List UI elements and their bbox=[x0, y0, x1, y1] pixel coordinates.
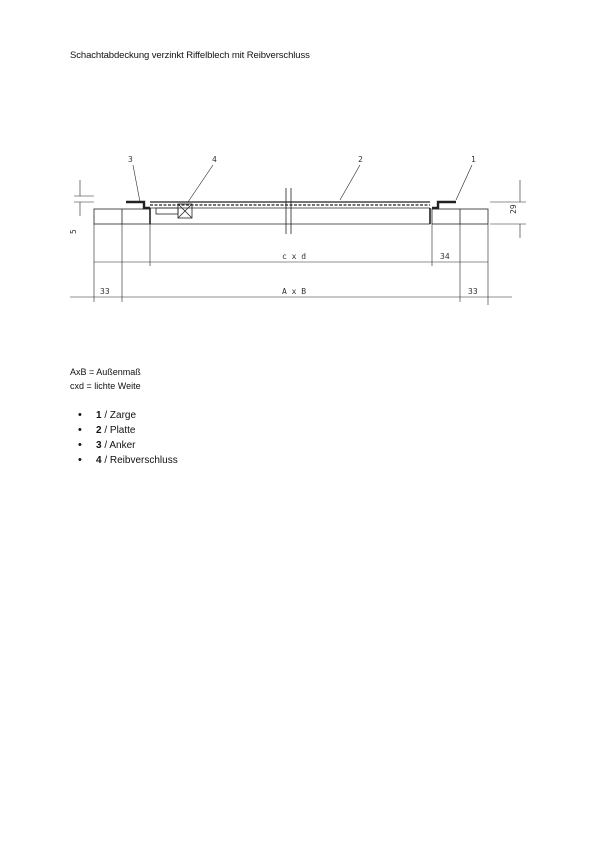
friction-lock bbox=[156, 204, 192, 218]
part-number: 4 bbox=[96, 455, 102, 466]
list-item bbox=[78, 423, 178, 438]
part-name: / Zarge bbox=[101, 410, 137, 421]
technical-drawing bbox=[60, 140, 530, 320]
outer-left-dimension-label: 33 bbox=[100, 287, 110, 296]
page-title: Schachtabdeckung verzinkt Riffelblech mit Reibverschluss bbox=[70, 50, 310, 61]
outer-right-dimension-label: 33 bbox=[468, 287, 478, 296]
break-lines bbox=[286, 188, 291, 234]
outer-dimension bbox=[70, 266, 512, 302]
frame-left bbox=[94, 202, 150, 224]
inner-right-dimension-label: 34 bbox=[440, 252, 450, 261]
part-number: 2 bbox=[96, 425, 102, 436]
left-small-dimension bbox=[74, 180, 94, 216]
list-item bbox=[78, 453, 178, 468]
inner-dimension-label: c x d bbox=[282, 252, 307, 261]
legend bbox=[70, 365, 141, 393]
cross-section-svg bbox=[60, 140, 530, 320]
part-name: / Platte bbox=[101, 425, 136, 436]
part-number-3: 3 bbox=[128, 155, 133, 164]
part-number-4: 4 bbox=[212, 155, 217, 164]
part-name: / Reibverschluss bbox=[101, 455, 178, 466]
leaders bbox=[133, 165, 472, 202]
parts-list bbox=[78, 408, 178, 468]
list-item bbox=[78, 438, 178, 453]
left-small-dimension-label: 5 bbox=[69, 229, 78, 234]
list-item bbox=[78, 408, 178, 423]
frame-right bbox=[432, 202, 488, 224]
part-number: 3 bbox=[96, 440, 102, 451]
height-dimension bbox=[490, 180, 526, 238]
part-number-1: 1 bbox=[471, 155, 476, 164]
legend-line-axb: AxB = Außenmaß bbox=[70, 367, 141, 377]
part-number-2: 2 bbox=[358, 155, 363, 164]
height-dimension-label: 29 bbox=[509, 204, 518, 214]
part-number: 1 bbox=[96, 410, 102, 421]
outer-dimension-label: A x B bbox=[282, 287, 307, 296]
legend-line-cxd: cxd = lichte Weite bbox=[70, 381, 141, 391]
part-name: / Anker bbox=[101, 440, 136, 451]
